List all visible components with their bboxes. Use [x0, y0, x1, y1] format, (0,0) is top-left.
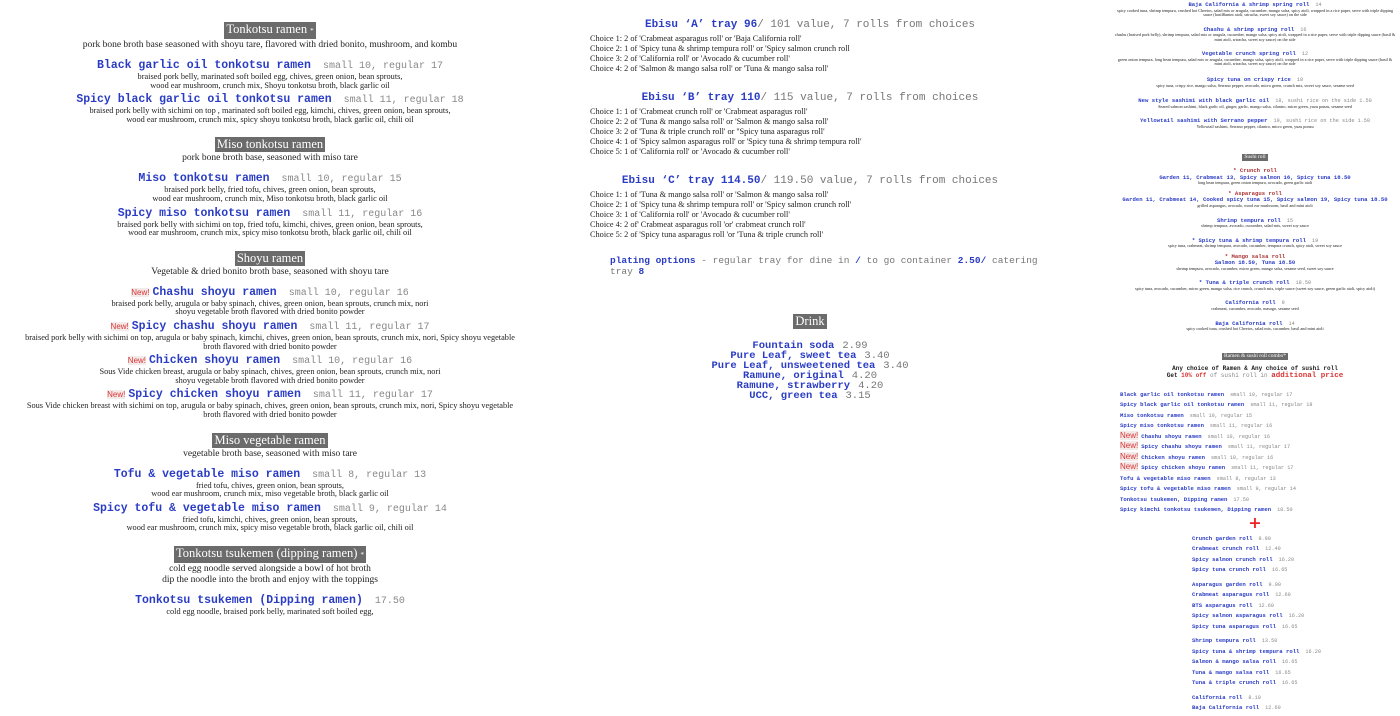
plus-icon: +: [1248, 512, 1262, 532]
menu-item-price: 18.50: [1277, 507, 1293, 514]
menu-item-line: [1120, 398, 1400, 409]
combo-line1: Any choice of Ramen & Any choice of sushi roll: [1172, 364, 1338, 372]
menu-item-price: small 11, regular 17: [309, 321, 430, 333]
menu-item-line: [1192, 563, 1400, 574]
menu-item-price: small 10, regular 16: [288, 287, 409, 299]
section-header-wrap: [0, 18, 540, 39]
menu-item-line: [0, 90, 540, 107]
menu-item-name: Vegetable crunch spring roll: [1201, 50, 1296, 58]
plating-slash: /: [855, 255, 861, 266]
menu-item-description: long bean tempura, green onion tempura, avocado, green garlic aioli: [1197, 180, 1313, 186]
section-header: [235, 251, 305, 266]
menu-item-name: * Tuna & triple crunch roll: [1198, 279, 1290, 287]
combo-discount: 10% off: [1181, 371, 1207, 379]
tray-choice: Choice 1: 1 of 'Crabmeat crunch roll' or 'Crabmeat asparagus roll': [590, 107, 808, 116]
menu-item-price: 19, sushi rice on the side 1.50: [1273, 118, 1371, 125]
menu-item-name: Spicy chicken shoyu ramen: [128, 388, 301, 402]
drink-list: [580, 341, 1040, 401]
menu-item-price: 13.50: [1261, 638, 1278, 645]
tray-title: [580, 18, 1040, 32]
menu-item-name: Crabmeat crunch roll: [1192, 545, 1260, 553]
section-title: Shoyu ramen: [236, 250, 304, 265]
drink-name: UCC, green tea: [749, 390, 838, 402]
drink-item: [580, 391, 1040, 401]
menu-item-line: [1120, 493, 1400, 504]
menu-item-name: Spicy black garlic oil tonkotsu ramen: [76, 93, 332, 107]
tray-choice: Choice 3: 2 of 'California roll' or 'Avocado & cucumber roll': [590, 54, 790, 63]
tray-choice: Choice 3: 1 of 'California roll' or 'Avocado & cucumber roll': [590, 210, 790, 219]
menu-item-name: Tuna & mango salsa roll: [1192, 668, 1270, 676]
menu-item-line: [1192, 701, 1400, 712]
menu-item-price: small 11, regular 18: [343, 95, 464, 107]
menu-item-description: cold egg noodle, braised pork belly, marinated soft boiled egg,: [166, 606, 374, 616]
plating-dash: -: [695, 255, 713, 266]
combo-header-wrap: [1110, 342, 1400, 361]
section-description-line: Vegetable & dried bonito broth base, seasoned with shoyu tare: [151, 266, 389, 277]
menu-item-description: spicy tuna, crabmeat, shrimp tempura, avocado, cucumber, tempura crunch, spicy aioli, sweet soy sauce: [1167, 243, 1343, 249]
menu-item-price: 15: [1286, 217, 1293, 224]
new-badge: New!: [110, 321, 129, 331]
section-header-wrap: [0, 429, 540, 448]
menu-item-line: [1120, 388, 1400, 399]
sushi-header-wrap: [1110, 143, 1400, 162]
tray-choice: Choice 1: 1 of 'Tuna & mango salsa roll' or 'Salmon & mango salsa roll': [590, 190, 829, 199]
tray-choice: Choice 2: 2 of 'Tuna & mango salsa roll' or 'Salmon & mango salsa roll': [590, 117, 829, 126]
section-header: [215, 137, 325, 152]
menu-item-name: New style sashimi with black garlic oil: [1138, 97, 1270, 105]
menu-item-line: [1120, 419, 1400, 430]
menu-item-description: braised pork belly with sichimi on top, arugula or baby spinach, kimchi, chives, green onion, bean sprouts, crunch mix, nori, Spicy shoyu vegetable broth flavored with dried bonito powder: [25, 332, 515, 351]
new-badge: New!: [1120, 462, 1139, 472]
menu-item-price: small 10, regular 15: [1189, 412, 1253, 419]
tray-choice: Choice 4: 2 of' Crabmeat asparagus roll 'or' crabmeat crunch roll': [590, 220, 806, 229]
menu-item-name: Miso tonkotsu ramen: [1120, 411, 1184, 419]
menu-item-name: Crunch garden roll: [1192, 534, 1253, 542]
menu-item-price: small 11, regular 16: [1209, 423, 1273, 430]
menu-section: [0, 429, 540, 533]
drink-name: Ramune, original: [742, 370, 844, 382]
tray-title: [580, 174, 1040, 188]
menu-section: [0, 133, 540, 237]
sushi-roll-item: [1110, 317, 1400, 332]
menu-item-price: 16.20: [1288, 613, 1305, 620]
menu-item-line: [0, 465, 540, 482]
combo-roll-list: [1110, 532, 1400, 716]
menu-item-line: [0, 591, 540, 608]
menu-item-name: Asparagus garden roll: [1192, 580, 1263, 588]
menu-item-line: [0, 169, 540, 186]
menu-item-name: Spicy tofu & vegetable miso ramen: [93, 501, 321, 515]
menu-item-price: 16.65: [1281, 623, 1298, 630]
section-description: [0, 267, 540, 278]
tray-choice: Choice 4: 2 of 'Salmon & mango salsa roll' or 'Tuna & mango salsa roll': [590, 64, 829, 73]
plating-t2: to go container: [860, 255, 958, 266]
tray-value: / 119.50 value, 7 rolls from choices: [760, 175, 999, 187]
menu-item-name: Baja California roll: [1215, 319, 1283, 327]
menu-item-line: [0, 56, 540, 73]
tray-choice: Choice 1: 2 of 'Crabmeat asparagus roll' or 'Baja California roll': [590, 34, 802, 43]
roll-group-title: * Crunch roll: [1233, 167, 1277, 175]
menu-item-name: Spicy chashu shoyu ramen: [131, 319, 298, 333]
menu-item-line: [1192, 655, 1400, 666]
roll-group-title: * Mango salsa roll: [1224, 252, 1286, 260]
section-header-wrap: [0, 542, 540, 563]
tray-name: Ebisu ‘B’ tray 110: [641, 92, 761, 104]
appetizer-item: [1110, 73, 1400, 88]
menu-item-description: braised pork belly with sichimi on top , marinated soft boiled egg, kimchi, chives, green onion, bean sprouts, wood ear mushroom, crunch mix, spicy shoyu tonkotsu broth, black garlic oil, chili oil: [89, 106, 451, 124]
menu-item-name: BTS asparagus roll: [1192, 601, 1253, 609]
menu-item-description: braised pork belly, arugula or baby spinach, chives, green onion, bean sprouts, crunch mix, nori shoyu vegetable broth flavored with dried bonito powder: [111, 298, 429, 317]
sushi-roll-item: [1110, 276, 1400, 291]
section-header: [212, 433, 327, 448]
roll-group-title: * Asparagus roll: [1228, 189, 1282, 197]
menu-item-line: [1120, 409, 1400, 420]
drink-name: Pure Leaf, sweet tea: [730, 350, 857, 362]
menu-item-price: small 8, regular 13: [312, 469, 427, 481]
menu-item-price: 17.50: [1233, 496, 1249, 503]
drink-price: 4.20: [851, 370, 878, 382]
menu-item-line: [0, 351, 540, 368]
menu-item-name: California roll: [1225, 299, 1276, 307]
menu-item-price: 12.40: [1265, 546, 1281, 553]
section-description-line: vegetable broth base, seasoned with miso tare: [183, 448, 357, 459]
menu-item-line: [1120, 472, 1400, 483]
section-title: Miso tonkotsu ramen: [216, 137, 324, 152]
menu-item-name: Chicken shoyu ramen: [149, 354, 281, 368]
menu-item-name: Chashu shoyu ramen: [152, 285, 277, 299]
menu-item-line: [1120, 503, 1400, 514]
drink-name: Ramune, strawberry: [736, 380, 851, 392]
menu-item-line: [1192, 542, 1400, 553]
menu-section: [0, 247, 540, 420]
sushi-and-combo-column: [1110, 0, 1400, 716]
menu-item-line: [0, 385, 540, 402]
menu-item-price: 16.65: [1281, 659, 1298, 666]
menu-item-name: Yellowtail sashimi with Serrano pepper: [1139, 117, 1268, 125]
menu-item-line: [0, 317, 540, 334]
menu-item-description: chashu (braised pork belly), shrimp tempura, salad mix or arugula, cucumber, mango salsa, spicy aioli, wrapped in a rice paper, serve with triple dipping sauce (basil & mint aioli, sriracha, sweet soy sauce) on the side: [1114, 32, 1396, 42]
menu-item-name: Miso tonkotsu ramen: [138, 172, 270, 186]
tray-title: [580, 91, 1040, 105]
menu-item-price: small 9, regular 14: [1236, 486, 1296, 493]
menu-item-price: 9.90: [1268, 581, 1281, 588]
menu-item-line: [1120, 451, 1400, 462]
combo-offer: [1110, 365, 1400, 380]
tray-choice: Choice 2: 1 of 'Spicy tuna & shrimp tempura roll' or 'Spicy salmon crunch roll: [590, 44, 850, 53]
menu-item-name: Chicken shoyu ramen: [1141, 453, 1206, 461]
menu-item-description: braised pork belly with sichimi on top, fried tofu, kimchi, chives, green onion, bean sprouts, wood ear mushroom, crunch mix, spicy miso tonkotsu broth, black garlic oil, chili oil: [117, 219, 423, 238]
tray-choice: Choice 4: 1 of 'Spicy salmon asparagus roll' or 'Spicy tuna & shrimp tempura roll': [590, 137, 862, 146]
tray-value: / 101 value, 7 rolls from choices: [757, 19, 976, 31]
combo-get: Get: [1166, 371, 1182, 379]
menu-item-description: shrimp tempura, avocado, cucumber, salad mix, sweet soy sauce: [1201, 223, 1309, 229]
menu-item-name: Chashu shoyu ramen: [1141, 432, 1202, 440]
menu-item-price: 12: [1301, 51, 1309, 58]
menu-item-line: [1192, 599, 1400, 610]
menu-item-name: Black garlic oil tonkotsu ramen: [97, 59, 311, 72]
menu-item-name: Shrimp tempura roll: [1192, 637, 1256, 645]
roll-variants: Garden 11, Crabmeat 14, Cooked spicy tuna 15, Spicy salmon 19, Spicy tuna 18.50: [1122, 196, 1388, 204]
appetizer-item: [1110, 114, 1400, 129]
section-description-line: pork bone broth base, seasoned with miso tare: [182, 153, 358, 164]
menu-item-price: 12.60: [1258, 602, 1275, 609]
menu-item-price: small 8, regular 13: [1216, 475, 1276, 482]
menu-item-price: small 10, regular 17: [1230, 391, 1293, 398]
drink-price: 4.20: [858, 380, 884, 392]
menu-item-name: Spicy salmon asparagus roll: [1192, 612, 1283, 620]
menu-item-line: [1120, 461, 1400, 472]
menu-item-name: Baja California roll: [1192, 704, 1260, 712]
section-title: Tonkotsu tsukemen (dipping ramen): [176, 545, 358, 560]
tray-name: Ebisu ‘A’ tray 96: [644, 19, 758, 31]
menu-item-name: Salmon & mango salsa roll: [1192, 658, 1276, 666]
menu-item-line: [1192, 578, 1400, 589]
menu-item-price: 16.20: [1305, 648, 1321, 655]
tray-value: / 115 value, 7 rolls from choices: [760, 92, 979, 104]
drink-price: 2.99: [842, 340, 868, 352]
drink-name: Pure Leaf, unsweetened tea: [711, 360, 876, 372]
section-description-line: pork bone broth base seasoned with shoyu tare, flavored with dried bonito, mushroom, and kombu: [82, 40, 458, 50]
menu-item-name: Spicy chashu shoyu ramen: [1141, 443, 1222, 451]
menu-item-line: [1192, 588, 1400, 599]
menu-item-line: [1192, 676, 1400, 687]
spacer: [1192, 712, 1400, 716]
menu-item-description: Sous Vide chicken breast, arugula or baby spinach, chives, green onion, bean sprouts, crunch mix, nori shoyu vegetable broth flavored with dried bonito powder: [99, 367, 441, 385]
menu-item-description: fried tofu, kimchi, chives, green onion, bean sprouts, wood ear mushroom, crunch mix, spicy miso vegetable broth, black garlic oil, chili oil: [126, 514, 414, 533]
menu-item-name: Chashu & shrimp spring roll: [1203, 25, 1295, 33]
menu-item-description: fried tofu, chives, green onion, bean sprouts, wood ear mushroom, crunch mix, miso vegetable broth, black garlic oil: [151, 480, 389, 499]
menu-section: [0, 18, 540, 124]
menu-item-price: 19: [1311, 237, 1319, 244]
menu-item-description: Yellowtail sashimi, Serrano pepper, cilantro, micro green, yuzu ponzu: [1196, 123, 1314, 129]
menu-item-name: Tuna & triple crunch roll: [1192, 679, 1276, 687]
section-description: [0, 449, 540, 460]
menu-item-description: spicy cooked tuna, shrimp tempura, crushed hot Cheetos, salad mix or arugula, cucumber, mango salsa, spicy aioli, wrapped in a rice paper, serve with triple dipping sauce (basil&mint aioli, sriracha, sweet soy sauce) on the side: [1116, 7, 1394, 18]
menu-item-name: Spicy tuna crunch roll: [1192, 566, 1266, 574]
menu-item-price: 14: [1288, 320, 1295, 327]
drink-header-wrap: [580, 310, 1040, 329]
section-header: [174, 546, 366, 563]
new-badge: New!: [131, 287, 150, 297]
section-description: [0, 153, 540, 164]
menu-item-name: Black garlic oil tonkotsu ramen: [1120, 390, 1225, 398]
tray-choice: Choice 2: 1 of 'Spicy tuna & shrimp tempura roll' or 'Spicy salmon crunch roll': [590, 200, 852, 209]
menu-item-name: Tofu & vegetable miso ramen: [113, 467, 301, 481]
menu-item-price: small 11, regular 17: [1227, 444, 1291, 451]
combo-header: Ramen & sushi roll combo*: [1223, 352, 1287, 359]
appetizer-item: [1110, 0, 1400, 18]
tray-block: [580, 91, 1040, 157]
combo-additional: additional price: [1271, 371, 1344, 380]
new-badge: New!: [127, 356, 147, 366]
sushi-roll-item: [1110, 234, 1400, 249]
combo-mid: of sushi roll in: [1206, 371, 1272, 379]
menu-item-price: small 9, regular 14: [332, 503, 447, 515]
menu-item-price: 16.65: [1271, 567, 1288, 574]
star-mark: *: [360, 550, 364, 559]
menu-item-price: 12.60: [1275, 592, 1291, 599]
sushi-roll-item: [1110, 214, 1400, 229]
section-description: [0, 564, 540, 586]
new-badge: New!: [1120, 451, 1139, 461]
tray-choice: Choice 5: 1 of 'California roll' or 'Avocado & cucumber roll': [590, 147, 790, 156]
menu-item-line: [1192, 666, 1400, 677]
menu-item-line: [1192, 691, 1400, 702]
menu-item-line: [0, 499, 540, 516]
menu-item-name: Spicy salmon crunch roll: [1192, 555, 1273, 563]
menu-item-price: 17.50: [374, 595, 405, 607]
menu-item-line: [1120, 430, 1400, 441]
menu-item-price: 9: [1281, 300, 1285, 307]
section-description-line: dip the noodle into the broth and enjoy with the toppings: [162, 574, 378, 585]
menu-item-description: grilled asparagus, avocado, wood ear mushroom, basil and mint aioli: [1197, 202, 1313, 208]
menu-item-price: small 10, regular 16: [1211, 454, 1274, 461]
sushi-roll-item: [1110, 254, 1400, 272]
menu-item-price: 12.60: [1265, 705, 1281, 712]
menu-item-description: shrimp tempura, avocado, cucumber, micro green, mango salsa, sesame seed, sweet soy sauce: [1176, 265, 1334, 271]
menu-item-price: 16.20: [1278, 556, 1295, 563]
sushi-roll-item: [1110, 168, 1400, 186]
drink-price: 3.40: [883, 360, 909, 372]
star-mark: *: [310, 27, 314, 35]
tray-choice: Choice 5: 2 of 'Spicy tuna asparagus roll 'or 'Tuna & triple crunch roll': [590, 230, 824, 239]
section-description-line: cold egg noodle served alongside a bowl of hot broth: [169, 563, 371, 574]
plating-label: plating options: [610, 255, 696, 266]
menu-item-price: small 10, regular 16: [1207, 433, 1270, 440]
menu-item-description: spicy tuna, crispy rice, mango salsa, Serrano pepper, avocado, micro green, crunch mix, sweet soy sauce, sesame seed: [1156, 82, 1354, 88]
tray-and-drink-column: [580, 18, 1040, 401]
menu-item-price: small 10, regular 17: [322, 61, 443, 72]
menu-item-name: Spicy tuna & shrimp tempura roll: [1192, 647, 1300, 655]
plating-t3: catering tray: [610, 255, 1038, 277]
menu-item-price: 16.65: [1275, 669, 1291, 676]
plating-t1: regular tray for dine in: [712, 255, 856, 266]
menu-item-line: [1192, 553, 1400, 564]
appetizer-item: [1110, 94, 1400, 109]
drink-price: 3.40: [864, 350, 890, 362]
tray-choice: Choice 3: 2 of 'Tuna & triple crunch roll' or ''Spicy tuna asparagus roll': [590, 127, 825, 136]
menu-item-name: Tonkotsu tsukemen (Dipping ramen): [135, 593, 363, 607]
menu-item-name: Spicy kimchi tonkotsu tsukemen, Dipping ramen: [1120, 506, 1272, 514]
sushi-roll-header: Sushi roll: [1244, 154, 1266, 161]
menu-item-price: 18, sushi rice on the side 1.50: [1275, 98, 1372, 105]
tray-block: [580, 174, 1040, 240]
menu-item-line: [1192, 532, 1400, 543]
menu-item-line: [1192, 645, 1400, 656]
drink-name: Fountain soda: [752, 340, 835, 352]
menu-item-line: [1120, 440, 1400, 451]
tray-name: Ebisu ‘C’ tray 114.50: [621, 175, 761, 187]
menu-item-name: Spicy miso tonkotsu ramen: [1120, 422, 1204, 430]
menu-item-description: braised pork belly, fried tofu, chives, green onion, bean sprouts, wood ear mushroom, crunch mix, Miso tonkotsu broth, black garlic oil: [152, 185, 388, 203]
combo-line2: [1110, 372, 1400, 380]
menu-item-price: 9.90: [1258, 535, 1271, 542]
section-header-wrap: [0, 247, 540, 266]
drink-price: 3.15: [845, 390, 871, 402]
plating-p2: 8: [638, 266, 645, 277]
menu-item-name: Spicy chicken shoyu ramen: [1141, 464, 1226, 472]
new-badge: New!: [1120, 430, 1139, 440]
menu-item-price: 16.65: [1281, 680, 1298, 687]
menu-item-line: [0, 283, 540, 300]
new-badge: New!: [1120, 441, 1139, 451]
menu-item-price: small 11, regular 18: [1250, 402, 1313, 409]
combo-ramen-list: [1110, 388, 1400, 514]
menu-item-line: [1110, 73, 1400, 84]
roll-variants: Salmon 18.50, Tuna 18.50: [1214, 259, 1296, 267]
appetizer-item: [1110, 23, 1400, 43]
menu-item-price: 8.10: [1248, 694, 1261, 701]
sushi-roll-item: [1110, 191, 1400, 209]
menu-item-price: 18.50: [1295, 280, 1312, 287]
plating-options: [610, 255, 1040, 277]
drink-header: Drink: [795, 314, 825, 328]
menu-section: [0, 542, 540, 617]
menu-item-description: Seared salmon sashimi, black garlic oil, ginger, garlic, mango salsa, cilantro, micro green, yuzu ponzu, sesame seed: [1158, 103, 1352, 109]
menu-item-name: Spicy black garlic oil tonkotsu ramen: [1120, 401, 1245, 409]
menu-item-name: Baja California & shrimp spring roll: [1188, 1, 1310, 8]
menu-item-price: 16: [1300, 26, 1307, 33]
menu-item-name: Tofu & vegetable miso ramen: [1120, 474, 1211, 482]
menu-item-line: [1192, 620, 1400, 631]
tray-block: [580, 18, 1040, 74]
ramen-menu-column: [0, 18, 540, 625]
menu-item-description: spicy tuna, avocado, cucumber, micro green, mango salsa, rice crunch, crunch mix, triple sauce (sweet soy sauce, green garlic aioli, spicy aioli): [1134, 285, 1376, 291]
new-badge: New!: [107, 390, 126, 400]
menu-item-price: 14: [1315, 2, 1322, 8]
menu-item-name: * Spicy tuna & shrimp tempura roll: [1191, 236, 1306, 244]
menu-item-price: small 11, regular 16: [302, 208, 423, 220]
appetizer-item: [1110, 47, 1400, 67]
roll-variants: Garden 11, Crabmeat 13, Spicy salmon 16, Spicy tuna 18.50: [1159, 173, 1351, 181]
menu-item-line: [0, 204, 540, 221]
menu-item-price: small 11, regular 17: [1231, 465, 1294, 472]
menu-item-price: 18: [1296, 77, 1304, 84]
menu-item-description: crabmeat, cucumber, avocado, masago, sesame seed: [1211, 305, 1299, 311]
menu-item-name: Spicy tuna asparagus roll: [1192, 622, 1276, 630]
section-description: [0, 40, 540, 51]
menu-item-name: Crabmeat asparagus roll: [1192, 591, 1270, 599]
menu-item-name: Tonkotsu tsukemen, Dipping ramen: [1120, 495, 1228, 503]
section-title: Tonkotsu ramen: [226, 22, 308, 36]
section-title: Miso vegetable ramen: [214, 432, 326, 447]
menu-item-description: green onion tempura, long bean tempura, salad mix or arugula, cucumber, mango salsa, spicy aioli, wrapped in a rice paper, serve with triple dipping sauce (basil & mint aioli, sriracha, sweet soy sauce) on the side: [1117, 56, 1393, 67]
menu-item-description: spicy cooked tuna, crushed hot Cheetos, salad mix, cucumber, basil and mint aioli: [1186, 326, 1324, 331]
menu-item-name: Spicy tuna on crispy rice: [1206, 76, 1291, 84]
menu-item-line: [1192, 609, 1400, 620]
menu-item-name: Shrimp tempura roll: [1216, 216, 1281, 224]
menu-item-description: Sous Vide chicken breast with sichimi on top, arugula or baby spinach, chives, green onion, bean sprouts, crunch mix, nori, Spicy shoyu vegetable broth flavored with dried bonito powder: [26, 401, 514, 419]
menu-item-name: Spicy tofu & vegetable miso ramen: [1120, 485, 1231, 493]
menu-item-line: [1192, 634, 1400, 645]
sushi-roll-item: [1110, 296, 1400, 311]
section-header: [224, 22, 315, 39]
menu-item-price: small 10, regular 15: [281, 174, 402, 186]
menu-item-price: small 11, regular 17: [312, 390, 433, 402]
section-header-wrap: [0, 133, 540, 152]
menu-item-name: Spicy miso tonkotsu ramen: [117, 206, 291, 220]
menu-item-line: [1120, 482, 1400, 493]
menu-item-price: small 10, regular 16: [292, 356, 413, 368]
plating-p1: 2.50/: [957, 255, 987, 266]
menu-item-name: California roll: [1192, 693, 1243, 701]
menu-item-description: braised pork belly, marinated soft boiled egg, chives, green onion, bean sprouts, wood ear mushroom, crunch mix, Shoyu tonkotsu broth, black garlic oil: [137, 72, 403, 90]
